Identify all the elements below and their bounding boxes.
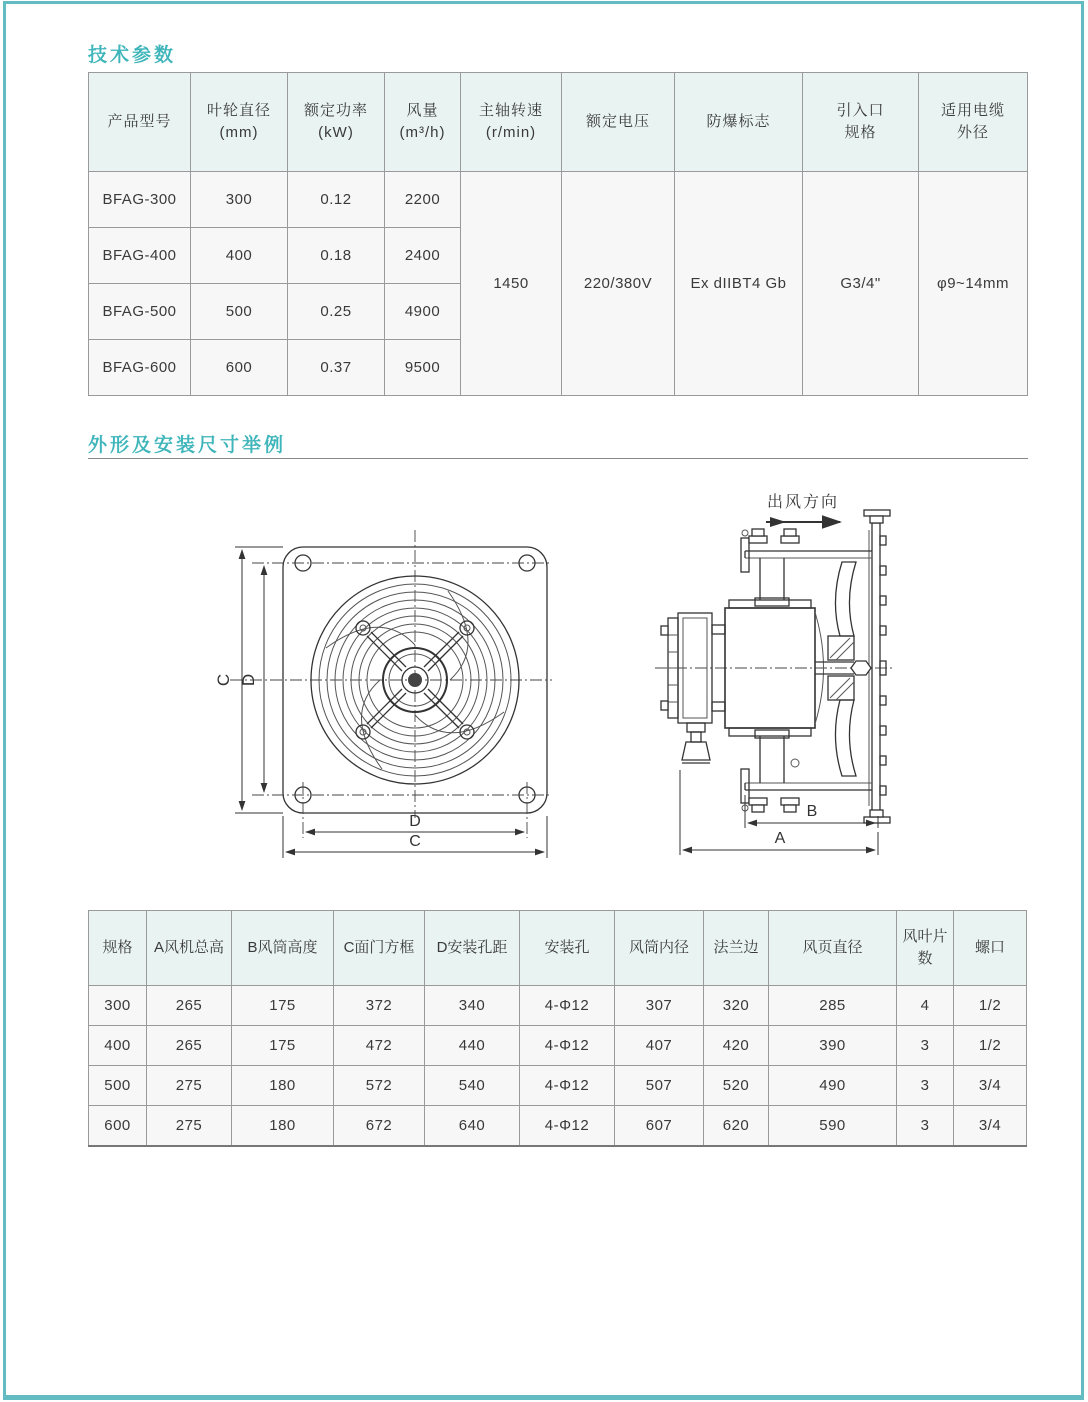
dimension-b-label: B — [806, 803, 818, 820]
table-cell: 0.25 — [288, 284, 385, 340]
table-cell: 3/4 — [954, 1066, 1027, 1106]
table-cell: 540 — [425, 1066, 520, 1106]
table-cell: BFAG-300 — [89, 172, 191, 228]
table-cell: 275 — [147, 1066, 232, 1106]
table-cell: 407 — [615, 1026, 704, 1066]
table-cell: 2200 — [385, 172, 461, 228]
table-cell: 340 — [425, 986, 520, 1026]
spec-header-row — [89, 73, 1028, 172]
column-header: 叶轮直径 (mm) — [191, 73, 288, 172]
table-cell: 3 — [897, 1066, 954, 1106]
column-header: 风筒内径 — [615, 911, 704, 986]
dimension-c-bottom-label: C — [409, 833, 421, 850]
table-cell: BFAG-400 — [89, 228, 191, 284]
merged-cell-inlet: G3/4" — [803, 172, 919, 396]
table-cell: 640 — [425, 1106, 520, 1147]
table-cell: 4-Φ12 — [520, 1026, 615, 1066]
section-title-tech-params: 技术参数 — [88, 45, 177, 66]
table-cell: 320 — [704, 986, 769, 1026]
table-cell: 3 — [897, 1106, 954, 1147]
table-row — [89, 986, 1027, 1026]
table-cell: BFAG-500 — [89, 284, 191, 340]
column-header: 产品型号 — [89, 73, 191, 172]
table-cell: 672 — [334, 1106, 425, 1147]
table-cell: 180 — [232, 1106, 334, 1147]
table-cell: 390 — [769, 1026, 897, 1066]
column-header: 安装孔 — [520, 911, 615, 986]
column-header: 适用电缆 外径 — [919, 73, 1028, 172]
merged-cell-voltage: 220/380V — [562, 172, 675, 396]
table-cell: 620 — [704, 1106, 769, 1147]
column-header: 风页直径 — [769, 911, 897, 986]
airflow-direction-label: 出风方向 — [766, 494, 840, 511]
dimension-c-label: C — [214, 673, 233, 687]
motor-supports — [755, 558, 799, 783]
column-header: 风叶片数 — [897, 911, 954, 986]
spec-table — [88, 72, 1028, 396]
table-cell: 300 — [89, 986, 147, 1026]
table-cell: 3/4 — [954, 1106, 1027, 1147]
column-header: 额定功率 (kW) — [288, 73, 385, 172]
table-cell: 420 — [704, 1026, 769, 1066]
table-cell: 372 — [334, 986, 425, 1026]
table-cell: 1/2 — [954, 986, 1027, 1026]
table-cell: 0.18 — [288, 228, 385, 284]
table-cell: BFAG-600 — [89, 340, 191, 396]
table-cell: 1/2 — [954, 1026, 1027, 1066]
table-cell: 275 — [147, 1106, 232, 1147]
table-cell: 507 — [615, 1066, 704, 1106]
table-cell: 490 — [769, 1066, 897, 1106]
table-cell: 590 — [769, 1106, 897, 1147]
table-row — [89, 1106, 1027, 1147]
table-row — [89, 172, 1028, 228]
front-view-drawing — [190, 520, 570, 870]
merged-cell-cable: φ9~14mm — [919, 172, 1028, 396]
dimension-d-bottom — [306, 813, 524, 832]
dimension-d-left — [239, 566, 264, 792]
table-cell: 307 — [615, 986, 704, 1026]
column-header: 引入口 规格 — [803, 73, 919, 172]
column-header: D安装孔距 — [425, 911, 520, 986]
table-cell: 600 — [191, 340, 288, 396]
column-header: 规格 — [89, 911, 147, 986]
dim-header-row — [89, 911, 1027, 986]
table-cell: 500 — [89, 1066, 147, 1106]
airflow-arrow — [766, 517, 840, 527]
column-header: 螺口 — [954, 911, 1027, 986]
table-cell: 400 — [191, 228, 288, 284]
column-header: A风机总高 — [147, 911, 232, 986]
table-cell: 600 — [89, 1106, 147, 1147]
table-cell: 0.12 — [288, 172, 385, 228]
table-cell: 265 — [147, 986, 232, 1026]
table-cell: 400 — [89, 1026, 147, 1066]
cable-gland — [682, 723, 710, 763]
dimension-d-label: D — [239, 673, 258, 687]
table-cell: 285 — [769, 986, 897, 1026]
table-cell: 175 — [232, 1026, 334, 1066]
table-cell: 265 — [147, 1026, 232, 1066]
column-header: 风量 (m³/h) — [385, 73, 461, 172]
dimension-d-bottom-label: D — [409, 813, 421, 830]
table-cell: 9500 — [385, 340, 461, 396]
merged-cell-speed: 1450 — [461, 172, 562, 396]
table-row — [89, 1026, 1027, 1066]
column-header: 法兰边 — [704, 911, 769, 986]
section-title-dimensions: 外形及安装尺寸举例 — [88, 435, 287, 456]
table-cell: 607 — [615, 1106, 704, 1147]
dimension-a-label: A — [774, 830, 786, 847]
table-cell: 4 — [897, 986, 954, 1026]
table-cell: 3 — [897, 1026, 954, 1066]
table-cell: 4-Φ12 — [520, 1066, 615, 1106]
centerlines — [230, 530, 552, 838]
table-cell: 0.37 — [288, 340, 385, 396]
column-header: 额定电压 — [562, 73, 675, 172]
table-cell: 520 — [704, 1066, 769, 1106]
section-divider — [88, 458, 1028, 459]
table-cell: 4-Φ12 — [520, 1106, 615, 1147]
table-cell: 472 — [334, 1026, 425, 1066]
table-cell: 440 — [425, 1026, 520, 1066]
column-header: C面门方框 — [334, 911, 425, 986]
dimension-table — [88, 910, 1027, 1147]
column-header: B风筒高度 — [232, 911, 334, 986]
table-cell: 175 — [232, 986, 334, 1026]
table-cell: 4-Φ12 — [520, 986, 615, 1026]
table-cell: 4900 — [385, 284, 461, 340]
table-cell: 572 — [334, 1066, 425, 1106]
merged-cell-ex-mark: Ex dIIBT4 Gb — [675, 172, 803, 396]
column-header: 主轴转速 (r/min) — [461, 73, 562, 172]
table-cell: 2400 — [385, 228, 461, 284]
table-cell: 500 — [191, 284, 288, 340]
side-view-drawing — [650, 480, 900, 870]
table-cell: 300 — [191, 172, 288, 228]
table-cell: 180 — [232, 1066, 334, 1106]
column-header: 防爆标志 — [675, 73, 803, 172]
table-row — [89, 1066, 1027, 1106]
